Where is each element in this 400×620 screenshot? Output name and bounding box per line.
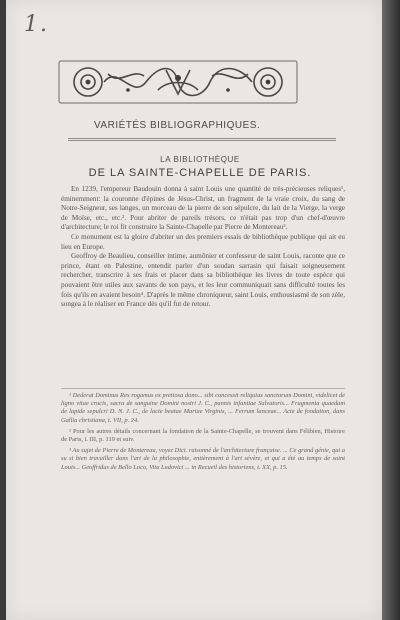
section-heading: VARIÉTÉS BIBLIOGRAPHIQUES. [94, 120, 261, 131]
decorative-headpiece [58, 60, 298, 104]
footnote: ¹ Dederat Dominus Rex rogamus ex pretiosa dono... sibi concessit reliquias sanctorum Domini, videlicet de ligno vitae crucis, sacra de sanguine Domini nostri J. C., pannis infantiae Salvatoris... Fragmenta quaedam de lapide sepulcri D. N. J. C., de lacte beatae Mariae Virginis, ... Ferrum lanceae... Acte de fondation, dans Gallia christiana, t. VII, p. 24. [61, 392, 345, 424]
footnotes [61, 392, 345, 475]
page-edge-shadow [382, 0, 400, 620]
body-paragraph: Ce monument est la gloire d'abriter un des premiers essais de bibliothèque publique qui ait eu lieu en Europe. [61, 232, 345, 251]
footnote: ³ Au sujet de Pierre de Montereau, voyez Dict. raisonné de l'architecture française. ... Ce grand génie, qui a su si bien travailler dans l'art de la philosophie, entièrement à l'art sévère, et qui a été au temps de saint Louis... Geoffridus de Bello Loco, Vita Ludovici ... in Recueil des historiens, t. XX, p. 15. [61, 447, 345, 471]
body-paragraph: En 1239, l'empereur Baudouin donna à saint Louis une quantité de très-précieuses reliques¹, éminemment: la couronne d'épines de Jésus-Christ, un fragment de la vraie croix, du sang de Notre-Seigneur, ses langes, un morceau de la pierre de son sépulcre, du lait de la Vierge, la verge de Moïse, etc., etc.². Pour abriter de pareils trésors, ce n'était pas trop d'un chef-d'œuvre d'architecture; le roi fit construire la Sainte-Chapelle par Pierre de Montereau³. [61, 185, 345, 232]
header-rule-top [68, 138, 336, 139]
book-page [6, 0, 382, 620]
footnote: ² Pour les autres détails concernant la fondation de la Sainte-Chapelle, se trouvent dans Félibien, Histoire de Paris, t. III, p. 119 et suiv. [61, 427, 345, 444]
footnote-divider [61, 388, 345, 389]
body-paragraph: Geoffroy de Beaulieu, conseiller intime, aumônier et confesseur de saint Louis, raconte que ce prince, étant en Palestine, entendit parler d'un soudan sarrasin qui faisait soigneusement rechercher, transcrire à ses frais et placer dans sa bibliothèque les livres de toute espèce qui pouvaient être utiles aux savants de son pays, et les leur communiquait sans difficulté toutes les fois qu'ils en avaient besoin⁴. D'après le même chroniqueur, saint Louis, enthousiasmé de son zèle, songea à le réaliser en France dès qu'il fut de retour. [61, 252, 345, 309]
article-subtitle: LA BIBLIOTHÈQUE [160, 155, 240, 164]
header-rule-bottom [68, 140, 336, 141]
handwritten-page-mark: 1. [24, 12, 49, 37]
article-body [61, 185, 345, 310]
article-title: DE LA SAINTE-CHAPELLE DE PARIS. [88, 167, 312, 179]
